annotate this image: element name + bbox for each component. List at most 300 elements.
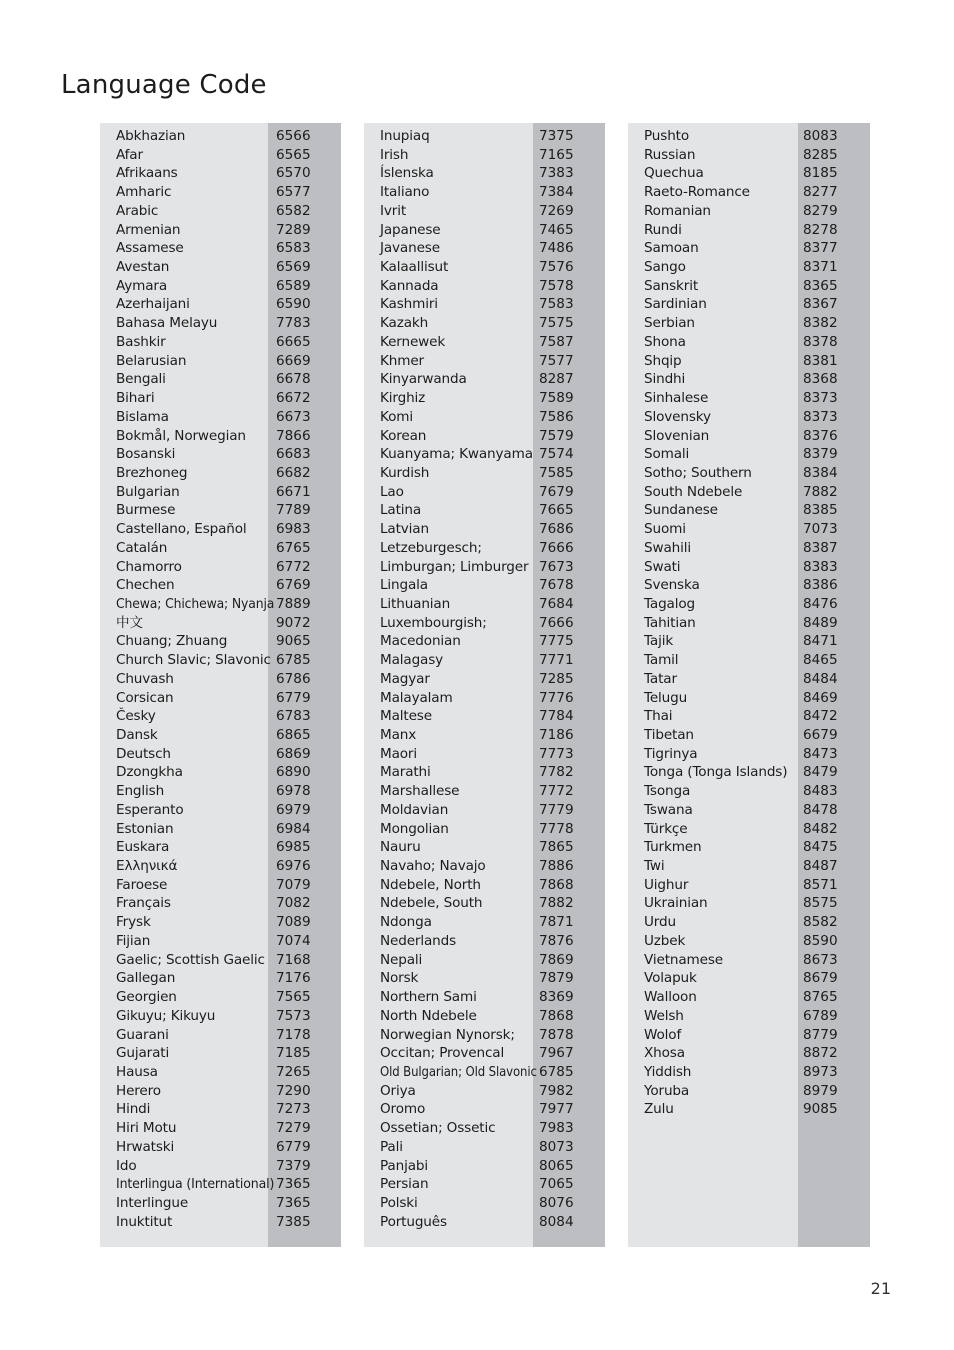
- language-row: [100, 427, 341, 446]
- language-row: [364, 1213, 605, 1232]
- language-row: [628, 614, 870, 633]
- language-name: Nederlands: [380, 932, 457, 949]
- language-row: [100, 1138, 341, 1157]
- language-name: Arabic: [116, 202, 159, 219]
- language-name: Romanian: [644, 202, 711, 219]
- language-row: [628, 894, 870, 913]
- language-row: [628, 876, 870, 895]
- language-name: Latvian: [380, 521, 429, 538]
- language-row: [100, 913, 341, 932]
- language-code: 7775: [539, 633, 574, 650]
- language-code: 7678: [539, 577, 574, 594]
- language-row: [100, 801, 341, 820]
- language-name: Ndebele, North: [380, 876, 481, 893]
- language-code: 8373: [803, 390, 838, 407]
- language-code: 7074: [276, 932, 311, 949]
- language-row: [100, 295, 341, 314]
- language-name: Hiri Motu: [116, 1120, 177, 1137]
- language-row: [100, 314, 341, 333]
- language-name: Tamil: [644, 652, 679, 669]
- language-name: Maori: [380, 745, 417, 762]
- language-name: Bashkir: [116, 333, 166, 350]
- language-code: 8368: [803, 371, 838, 388]
- language-row: [100, 1175, 341, 1194]
- language-code: 7882: [803, 483, 838, 500]
- language-code: 7165: [539, 146, 574, 163]
- language-row: [100, 745, 341, 764]
- language-row: [628, 239, 870, 258]
- language-code: 7886: [539, 858, 574, 875]
- language-row: [364, 857, 605, 876]
- language-row: [628, 483, 870, 502]
- language-name: Navaho; Navajo: [380, 858, 486, 875]
- language-code: 8973: [803, 1063, 838, 1080]
- language-name: Hrwatski: [116, 1138, 175, 1155]
- language-name: Walloon: [644, 989, 697, 1006]
- language-name: Chuvash: [116, 670, 174, 687]
- language-name: Uzbek: [644, 932, 686, 949]
- language-row: [364, 1138, 605, 1157]
- language-name: Inupiaq: [380, 128, 430, 144]
- language-row: [364, 333, 605, 352]
- language-code: 9065: [276, 633, 311, 650]
- language-code: 8471: [803, 633, 838, 650]
- language-code: 8365: [803, 277, 838, 294]
- language-code: 7778: [539, 820, 574, 837]
- language-name: Interlingue: [116, 1194, 189, 1211]
- language-code: 6665: [276, 333, 311, 350]
- language-name: Lingala: [380, 577, 428, 594]
- language-row: [364, 1044, 605, 1063]
- language-code: 7967: [539, 1045, 574, 1062]
- language-row: [364, 969, 605, 988]
- language-code: 7779: [539, 801, 574, 818]
- language-name: Estonian: [116, 820, 174, 837]
- language-code: 6672: [276, 390, 311, 407]
- language-code: 6779: [276, 1138, 311, 1155]
- language-code: 7265: [276, 1063, 311, 1080]
- language-row: [364, 464, 605, 483]
- language-name: Euskara: [116, 839, 170, 856]
- language-row: [628, 913, 870, 932]
- language-row: [628, 183, 870, 202]
- language-name: Luxembourgish;: [380, 614, 487, 631]
- language-code: 7878: [539, 1026, 574, 1043]
- language-code: 6783: [276, 708, 311, 725]
- language-code: 7772: [539, 783, 574, 800]
- language-row: [100, 1007, 341, 1026]
- language-code: 8387: [803, 539, 838, 556]
- language-row: [100, 127, 341, 146]
- language-code: 7866: [276, 427, 311, 444]
- language-row: [628, 820, 870, 839]
- language-row: [628, 595, 870, 614]
- language-name: Bahasa Melayu: [116, 315, 218, 332]
- language-code: 7290: [276, 1082, 311, 1099]
- language-name: Kuanyama; Kwanyama: [380, 446, 533, 463]
- language-row: [628, 352, 870, 371]
- language-row: [628, 520, 870, 539]
- language-code: 8065: [539, 1157, 574, 1174]
- language-name: Tsonga: [644, 783, 691, 800]
- language-code: 6682: [276, 464, 311, 481]
- language-code: 7385: [276, 1213, 311, 1230]
- language-name: Swahili: [644, 539, 691, 556]
- language-name: Corsican: [116, 689, 174, 706]
- language-code: 8073: [539, 1138, 574, 1155]
- language-row: [100, 352, 341, 371]
- language-code: 8084: [539, 1213, 574, 1230]
- language-name: Slovenian: [644, 427, 710, 444]
- language-name: Kirghiz: [380, 390, 426, 407]
- language-code: 6789: [803, 1007, 838, 1024]
- language-row: [100, 558, 341, 577]
- language-name: Maltese: [380, 708, 432, 725]
- language-row: [364, 876, 605, 895]
- language-row: [364, 427, 605, 446]
- language-name: Quechua: [644, 165, 704, 182]
- language-code: 7186: [539, 727, 574, 743]
- language-name: Amharic: [116, 184, 172, 201]
- language-code: 7586: [539, 408, 574, 425]
- language-row: [100, 763, 341, 782]
- language-code: 6978: [276, 783, 311, 800]
- language-row: [628, 501, 870, 520]
- language-row: [628, 632, 870, 651]
- language-name: Malagasy: [380, 652, 444, 669]
- language-row: [628, 1026, 870, 1045]
- language-row: [100, 258, 341, 277]
- language-row: [364, 202, 605, 221]
- language-name: Kalaallisut: [380, 259, 449, 276]
- language-row: [628, 464, 870, 483]
- language-row: [364, 820, 605, 839]
- language-code: 9085: [803, 1101, 838, 1118]
- language-code: 7789: [276, 502, 311, 519]
- language-row: [100, 1063, 341, 1082]
- language-code: 8386: [803, 577, 838, 594]
- language-code: 8590: [803, 932, 838, 949]
- language-code: 8482: [803, 820, 838, 837]
- language-row: [364, 801, 605, 820]
- language-name: Turkmen: [644, 839, 702, 856]
- language-row: [364, 164, 605, 183]
- language-code: 6669: [276, 352, 311, 369]
- language-name: Pali: [380, 1138, 403, 1155]
- language-row: [628, 988, 870, 1007]
- language-name: Bosanski: [116, 446, 176, 463]
- language-row: [100, 857, 341, 876]
- language-name: Slovensky: [644, 408, 711, 425]
- language-name: Russian: [644, 146, 696, 163]
- language-code: 6671: [276, 483, 311, 500]
- language-name: Chechen: [116, 577, 175, 594]
- language-row: [628, 333, 870, 352]
- language-code: 6678: [276, 371, 311, 388]
- language-name: Wolof: [644, 1026, 682, 1043]
- language-code: 7384: [539, 184, 574, 201]
- language-code: 8478: [803, 801, 838, 818]
- language-code: 7285: [539, 670, 574, 687]
- language-name: Javanese: [380, 240, 440, 257]
- language-code: 8369: [539, 989, 574, 1006]
- language-code: 8473: [803, 745, 838, 762]
- language-row: [364, 501, 605, 520]
- language-row: [628, 1100, 870, 1119]
- language-row: [628, 932, 870, 951]
- language-row: [628, 370, 870, 389]
- language-name: Hindi: [116, 1101, 151, 1118]
- language-row: [628, 969, 870, 988]
- language-code: 6673: [276, 408, 311, 425]
- language-code: 8582: [803, 914, 838, 931]
- language-name: Bihari: [116, 390, 155, 407]
- language-code: 7871: [539, 914, 574, 931]
- language-name: Norsk: [380, 970, 419, 987]
- language-code: 6565: [276, 146, 311, 163]
- language-name: Xhosa: [644, 1045, 685, 1062]
- language-name: Thai: [644, 708, 673, 725]
- language-code: 6785: [276, 652, 311, 669]
- language-code: 7587: [539, 333, 574, 350]
- language-row: [628, 782, 870, 801]
- language-row: [364, 632, 605, 651]
- language-name: Shqip: [644, 352, 682, 369]
- language-name: Belarusian: [116, 352, 187, 369]
- language-row: [364, 370, 605, 389]
- language-code: 7089: [276, 914, 311, 931]
- language-row: [628, 295, 870, 314]
- language-name: Bengali: [116, 371, 166, 388]
- language-name: Ido: [116, 1157, 137, 1174]
- language-name: Twi: [644, 858, 665, 875]
- language-row: [100, 576, 341, 595]
- language-code: 7082: [276, 895, 311, 912]
- language-row: [100, 689, 341, 708]
- language-name: Welsh: [644, 1007, 684, 1024]
- language-code: 7983: [539, 1120, 574, 1137]
- language-row: [100, 1044, 341, 1063]
- language-name: Fijian: [116, 932, 151, 949]
- language-row: [100, 1026, 341, 1045]
- language-name: Urdu: [644, 914, 676, 931]
- language-code-column-1: [100, 123, 341, 1247]
- language-row: [364, 726, 605, 745]
- language-code: 7882: [539, 895, 574, 912]
- language-code: 8475: [803, 839, 838, 856]
- language-name: Catalán: [116, 539, 168, 556]
- language-name: Interlingua (International): [116, 1176, 275, 1193]
- language-code: 8979: [803, 1082, 838, 1099]
- language-name: Somali: [644, 446, 690, 463]
- language-name: Burmese: [116, 502, 176, 519]
- language-code: 8489: [803, 614, 838, 631]
- language-row: [628, 445, 870, 464]
- language-code: 7585: [539, 464, 574, 481]
- language-name: Korean: [380, 427, 427, 444]
- language-row: [628, 726, 870, 745]
- language-name: Česky: [116, 708, 156, 725]
- language-code: 7879: [539, 970, 574, 987]
- language-row: [628, 576, 870, 595]
- language-name: Tonga (Tonga Islands): [644, 764, 788, 781]
- language-code: 7365: [276, 1176, 311, 1193]
- language-code: 7869: [539, 951, 574, 968]
- language-row: [100, 164, 341, 183]
- page-number: 21: [870, 1279, 891, 1298]
- language-name: Samoan: [644, 240, 699, 257]
- language-code: 6583: [276, 240, 311, 257]
- language-name: Bislama: [116, 408, 169, 425]
- language-code: 7279: [276, 1120, 311, 1137]
- language-row: [100, 445, 341, 464]
- language-name: Ndonga: [380, 914, 432, 931]
- language-code: 7666: [539, 614, 574, 631]
- language-code: 8377: [803, 240, 838, 257]
- language-name: Herero: [116, 1082, 161, 1099]
- language-row: [364, 445, 605, 464]
- language-code: 7289: [276, 221, 311, 238]
- language-row: [364, 763, 605, 782]
- language-name: Sundanese: [644, 502, 718, 519]
- language-code: 7773: [539, 745, 574, 762]
- language-row: [364, 389, 605, 408]
- language-name: Irish: [380, 146, 409, 163]
- language-code: 7185: [276, 1045, 311, 1062]
- language-name: Tibetan: [644, 727, 694, 743]
- language-row: [628, 1063, 870, 1082]
- language-code: 7679: [539, 483, 574, 500]
- language-row: [100, 651, 341, 670]
- language-code: 8376: [803, 427, 838, 444]
- language-name: Aymara: [116, 277, 168, 294]
- language-code: 8083: [803, 128, 838, 144]
- language-row: [100, 539, 341, 558]
- language-row: [628, 857, 870, 876]
- language-row: [364, 707, 605, 726]
- language-row: [364, 1007, 605, 1026]
- language-row: [100, 501, 341, 520]
- language-name: Shona: [644, 333, 686, 350]
- language-name: Church Slavic; Slavonic: [116, 652, 271, 669]
- language-name: Inuktitut: [116, 1213, 173, 1230]
- language-row: [100, 726, 341, 745]
- language-code: 6570: [276, 165, 311, 182]
- language-row: [100, 1194, 341, 1213]
- language-row: [628, 838, 870, 857]
- language-code: 6979: [276, 801, 311, 818]
- language-name: Castellano, Español: [116, 521, 247, 538]
- language-row: [364, 838, 605, 857]
- language-code: 8373: [803, 408, 838, 425]
- language-name: North Ndebele: [380, 1007, 477, 1024]
- language-row: [100, 707, 341, 726]
- language-code: 8487: [803, 858, 838, 875]
- language-list: [100, 127, 341, 1231]
- language-name: Raeto-Romance: [644, 184, 750, 201]
- language-row: [364, 576, 605, 595]
- language-name: Chamorro: [116, 558, 182, 575]
- language-code: 7576: [539, 259, 574, 276]
- language-name: Frysk: [116, 914, 151, 931]
- language-row: [628, 427, 870, 446]
- language-code: 6785: [539, 1063, 574, 1080]
- language-code: 6976: [276, 858, 311, 875]
- language-code: 8367: [803, 296, 838, 313]
- language-row: [364, 1157, 605, 1176]
- language-row: [628, 389, 870, 408]
- language-code: 7686: [539, 521, 574, 538]
- language-name: Oriya: [380, 1082, 416, 1099]
- language-row: [628, 558, 870, 577]
- language-row: [628, 127, 870, 146]
- language-name: Ukrainian: [644, 895, 708, 912]
- language-list: [364, 127, 605, 1231]
- language-row: [100, 483, 341, 502]
- language-code: 8484: [803, 670, 838, 687]
- language-code: 7865: [539, 839, 574, 856]
- language-row: [364, 1082, 605, 1101]
- language-code: 8673: [803, 951, 838, 968]
- language-name: Occitan; Provencal: [380, 1045, 505, 1062]
- language-row: [628, 146, 870, 165]
- language-row: [100, 464, 341, 483]
- language-name: Kurdish: [380, 464, 430, 481]
- language-code: 7868: [539, 1007, 574, 1024]
- language-name: Brezhoneg: [116, 464, 188, 481]
- language-name: Old Bulgarian; Old Slavonic: [380, 1063, 537, 1080]
- language-row: [364, 745, 605, 764]
- language-code: 7583: [539, 296, 574, 313]
- language-name: Lao: [380, 483, 404, 500]
- language-code-column-2: [364, 123, 605, 1247]
- language-code: 8279: [803, 202, 838, 219]
- language-row: [628, 745, 870, 764]
- language-code: 7579: [539, 427, 574, 444]
- language-name: Svenska: [644, 577, 700, 594]
- language-code: 7273: [276, 1101, 311, 1118]
- language-row: [364, 670, 605, 689]
- language-name: Ivrit: [380, 202, 406, 219]
- language-name: Gaelic; Scottish Gaelic: [116, 951, 265, 968]
- language-row: [100, 894, 341, 913]
- language-name: Sotho; Southern: [644, 464, 752, 481]
- language-name: Kinyarwanda: [380, 371, 467, 388]
- language-code: 6582: [276, 202, 311, 219]
- language-row: [364, 951, 605, 970]
- language-code: 7176: [276, 970, 311, 987]
- language-code: 6985: [276, 839, 311, 856]
- language-code: 7379: [276, 1157, 311, 1174]
- language-code: 6786: [276, 670, 311, 687]
- language-row: [364, 595, 605, 614]
- language-code: 8371: [803, 259, 838, 276]
- language-name: Tatar: [644, 670, 677, 687]
- language-name: Northern Sami: [380, 989, 477, 1006]
- language-code: 8285: [803, 146, 838, 163]
- language-name: Limburgan; Limburger: [380, 558, 529, 575]
- language-code: 7178: [276, 1026, 311, 1043]
- language-code: 6765: [276, 539, 311, 556]
- language-name: Magyar: [380, 670, 430, 687]
- language-code: 7666: [539, 539, 574, 556]
- language-name: English: [116, 783, 165, 800]
- language-row: [628, 670, 870, 689]
- language-row: [364, 239, 605, 258]
- language-row: [364, 1100, 605, 1119]
- language-row: [100, 389, 341, 408]
- language-name: Afar: [116, 146, 143, 163]
